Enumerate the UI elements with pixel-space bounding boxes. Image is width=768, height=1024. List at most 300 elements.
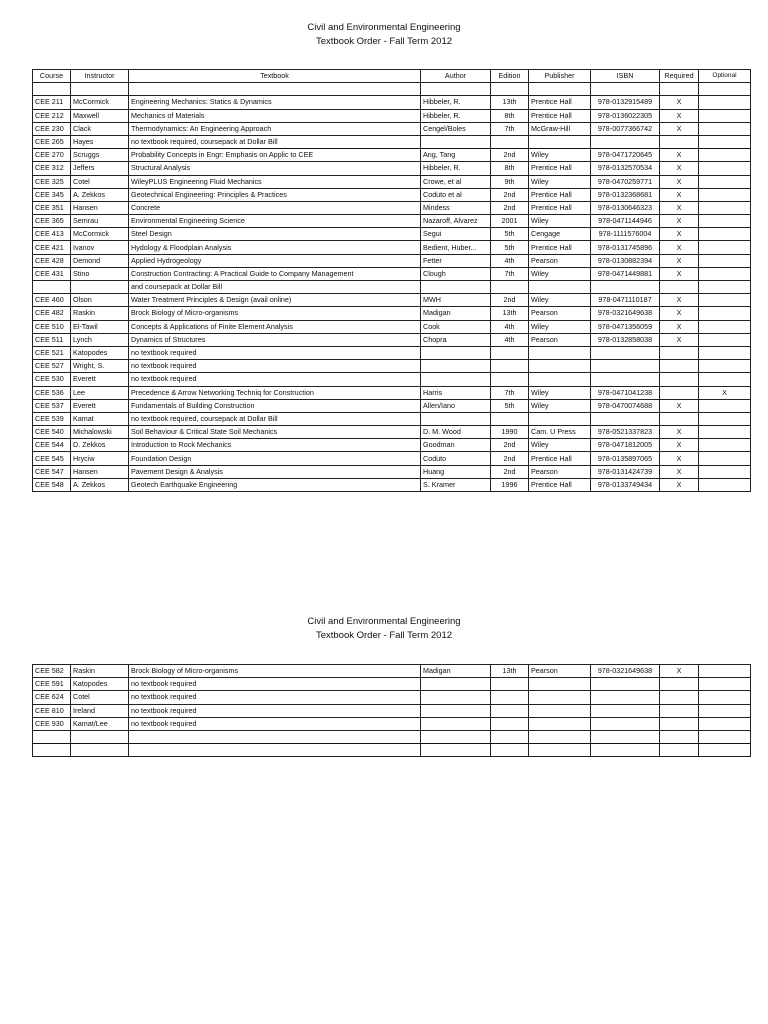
table-row <box>33 360 751 373</box>
table-row <box>33 691 751 704</box>
optional-cell <box>699 149 751 162</box>
isbn-cell: 978-0131424739 <box>591 465 660 478</box>
textbook-cell <box>129 730 421 743</box>
required-cell: X <box>660 294 699 307</box>
table-row <box>33 149 751 162</box>
author-cell <box>421 281 491 294</box>
table-row <box>33 333 751 346</box>
edition-cell: 5th <box>491 228 529 241</box>
required-cell: X <box>660 307 699 320</box>
author-cell: Bedient, Huber... <box>421 241 491 254</box>
isbn-cell: 978-0130646323 <box>591 201 660 214</box>
isbn-cell: 978-0132570534 <box>591 162 660 175</box>
edition-cell <box>491 730 529 743</box>
course-cell: CEE 312 <box>33 162 71 175</box>
isbn-cell <box>591 373 660 386</box>
isbn-cell: 978-0470074688 <box>591 399 660 412</box>
optional-cell <box>699 730 751 743</box>
isbn-cell: 978-0471144946 <box>591 215 660 228</box>
author-cell: Hibbeler, R. <box>421 162 491 175</box>
instructor-cell: Stino <box>71 267 129 280</box>
author-cell: Harris <box>421 386 491 399</box>
author-cell: Hibbeler, R. <box>421 96 491 109</box>
publisher-cell: Prentice Hall <box>529 162 591 175</box>
publisher-cell <box>529 744 591 757</box>
edition-cell: 2nd <box>491 201 529 214</box>
course-cell <box>33 83 71 96</box>
publisher-cell: Prentice Hall <box>529 201 591 214</box>
required-cell <box>660 704 699 717</box>
author-cell: Mindess <box>421 201 491 214</box>
isbn-cell: 978-0132368681 <box>591 188 660 201</box>
textbook-cell: no textbook required, coursepack at Dollar Bill <box>129 135 421 148</box>
instructor-cell: Katopodes <box>71 346 129 359</box>
author-cell: Madigan <box>421 307 491 320</box>
optional-cell <box>699 452 751 465</box>
isbn-cell <box>591 704 660 717</box>
publisher-cell: McGraw-Hill <box>529 122 591 135</box>
instructor-cell: D. Zekkos <box>71 439 129 452</box>
edition-cell <box>491 373 529 386</box>
instructor-cell: Katopodes <box>71 678 129 691</box>
table-row <box>33 188 751 201</box>
instructor-cell <box>71 83 129 96</box>
author-cell: Coduto et al <box>421 188 491 201</box>
author-cell: Ang, Tang <box>421 149 491 162</box>
edition-cell: 7th <box>491 386 529 399</box>
textbook-cell: Dynamics of Structures <box>129 333 421 346</box>
required-cell: X <box>660 228 699 241</box>
course-cell: CEE 460 <box>33 294 71 307</box>
instructor-cell <box>71 744 129 757</box>
author-cell <box>421 704 491 717</box>
publisher-cell: Cengage <box>529 228 591 241</box>
textbook-cell: no textbook required <box>129 678 421 691</box>
course-cell: CEE 413 <box>33 228 71 241</box>
course-cell: CEE 582 <box>33 665 71 678</box>
optional-cell <box>699 678 751 691</box>
table2-body <box>33 665 751 757</box>
textbook-cell: WileyPLUS Engineering Fluid Mechanics <box>129 175 421 188</box>
instructor-cell: Demond <box>71 254 129 267</box>
optional-cell <box>699 691 751 704</box>
course-cell: CEE 539 <box>33 412 71 425</box>
edition-cell: 1990 <box>491 426 529 439</box>
course-cell: CEE 521 <box>33 346 71 359</box>
isbn-cell <box>591 83 660 96</box>
isbn-cell <box>591 730 660 743</box>
instructor-cell: Hayes <box>71 135 129 148</box>
table-row <box>33 373 751 386</box>
table-row <box>33 704 751 717</box>
table-row <box>33 135 751 148</box>
instructor-cell: McCormick <box>71 228 129 241</box>
isbn-cell <box>591 678 660 691</box>
required-cell: X <box>660 149 699 162</box>
table-row <box>33 96 751 109</box>
optional-cell <box>699 254 751 267</box>
course-cell: CEE 536 <box>33 386 71 399</box>
page2-title <box>0 615 768 643</box>
optional-cell <box>699 412 751 425</box>
table-row <box>33 201 751 214</box>
course-cell: CEE 527 <box>33 360 71 373</box>
table-row <box>33 228 751 241</box>
course-cell: CEE 530 <box>33 373 71 386</box>
table-row <box>33 452 751 465</box>
required-cell <box>660 730 699 743</box>
required-cell: X <box>660 465 699 478</box>
instructor-cell: Michalowski <box>71 426 129 439</box>
table-row <box>33 254 751 267</box>
required-cell <box>660 83 699 96</box>
author-cell: Cook <box>421 320 491 333</box>
instructor-cell: Lynch <box>71 333 129 346</box>
textbook-cell: Mechanics of Materials <box>129 109 421 122</box>
author-cell: Clough <box>421 267 491 280</box>
isbn-cell: 978-0521337823 <box>591 426 660 439</box>
textbook-cell: Foundation Design <box>129 452 421 465</box>
textbook-cell: Geotechnical Engineering: Principles & Practices <box>129 188 421 201</box>
textbook-cell: no textbook required <box>129 346 421 359</box>
author-cell <box>421 346 491 359</box>
publisher-cell: Pearson <box>529 665 591 678</box>
table-row <box>33 109 751 122</box>
textbook-cell: no textbook required <box>129 704 421 717</box>
course-cell: CEE 930 <box>33 717 71 730</box>
page2-title-line2: Textbook Order - Fall Term 2012 <box>315 630 453 641</box>
header-edition: Edition <box>491 70 529 83</box>
isbn-cell <box>591 412 660 425</box>
required-cell: X <box>660 175 699 188</box>
edition-cell: 2nd <box>491 439 529 452</box>
required-cell: X <box>660 109 699 122</box>
publisher-cell: Wiley <box>529 267 591 280</box>
textbook-cell: Steel Design <box>129 228 421 241</box>
isbn-cell <box>591 691 660 704</box>
required-cell <box>660 678 699 691</box>
textbook-cell: Engineering Mechanics: Statics & Dynamics <box>129 96 421 109</box>
edition-cell: 2nd <box>491 149 529 162</box>
isbn-cell: 978-0135897065 <box>591 452 660 465</box>
required-cell: X <box>660 254 699 267</box>
publisher-cell: Prentice Hall <box>529 109 591 122</box>
publisher-cell: Prentice Hall <box>529 241 591 254</box>
optional-cell <box>699 83 751 96</box>
edition-cell: 8th <box>491 162 529 175</box>
instructor-cell: A. Zekkos <box>71 478 129 491</box>
isbn-cell: 978-0130882394 <box>591 254 660 267</box>
isbn-cell: 978-0132915489 <box>591 96 660 109</box>
publisher-cell: Wiley <box>529 320 591 333</box>
isbn-cell: 978-0471356059 <box>591 320 660 333</box>
edition-cell: 4th <box>491 254 529 267</box>
textbook-cell: Probability Concepts in Engr: Emphasis on Applic to CEE <box>129 149 421 162</box>
publisher-cell: Wiley <box>529 439 591 452</box>
textbook-cell: Pavement Design & Analysis <box>129 465 421 478</box>
edition-cell: 9th <box>491 175 529 188</box>
isbn-cell <box>591 281 660 294</box>
textbook-cell <box>129 83 421 96</box>
instructor-cell: Ivanov <box>71 241 129 254</box>
author-cell: Crowe, et al <box>421 175 491 188</box>
required-cell <box>660 281 699 294</box>
optional-cell <box>699 109 751 122</box>
required-cell: X <box>660 478 699 491</box>
optional-cell: X <box>699 386 751 399</box>
required-cell <box>660 373 699 386</box>
optional-cell <box>699 307 751 320</box>
edition-cell: 13th <box>491 96 529 109</box>
optional-cell <box>699 439 751 452</box>
author-cell: D. M. Wood <box>421 426 491 439</box>
page1-title-line2: Textbook Order - Fall Term 2012 <box>315 36 453 47</box>
instructor-cell: Maxwell <box>71 109 129 122</box>
instructor-cell: A. Zekkos <box>71 188 129 201</box>
isbn-cell: 978-0131745896 <box>591 241 660 254</box>
course-cell: CEE 325 <box>33 175 71 188</box>
course-cell <box>33 730 71 743</box>
table-row <box>33 730 751 743</box>
page1-title-line1: Civil and Environmental Engineering <box>307 22 461 33</box>
edition-cell <box>491 691 529 704</box>
required-cell: X <box>660 241 699 254</box>
required-cell <box>660 386 699 399</box>
header-textbook: Textbook <box>129 70 421 83</box>
edition-cell <box>491 281 529 294</box>
optional-cell <box>699 215 751 228</box>
instructor-cell <box>71 281 129 294</box>
table-row <box>33 122 751 135</box>
instructor-cell: Kamat/Lee <box>71 717 129 730</box>
author-cell <box>421 83 491 96</box>
author-cell <box>421 373 491 386</box>
table-row <box>33 346 751 359</box>
publisher-cell: Pearson <box>529 465 591 478</box>
optional-cell <box>699 665 751 678</box>
textbook-table-2 <box>32 664 751 757</box>
textbook-cell: Concrete <box>129 201 421 214</box>
publisher-cell: Prentice Hall <box>529 478 591 491</box>
course-cell: CEE 547 <box>33 465 71 478</box>
required-cell <box>660 744 699 757</box>
edition-cell <box>491 717 529 730</box>
textbook-cell: Construction Contracting: A Practical Guide to Company Management <box>129 267 421 280</box>
table-row <box>33 665 751 678</box>
publisher-cell <box>529 83 591 96</box>
table-row <box>33 399 751 412</box>
isbn-cell: 978-0471041238 <box>591 386 660 399</box>
author-cell <box>421 717 491 730</box>
publisher-cell <box>529 717 591 730</box>
isbn-cell: 978-0077366742 <box>591 122 660 135</box>
isbn-cell: 978-0136022305 <box>591 109 660 122</box>
instructor-cell: Wright, S. <box>71 360 129 373</box>
required-cell: X <box>660 215 699 228</box>
instructor-cell: Ireland <box>71 704 129 717</box>
textbook-cell: Concepts & Applications of Finite Element Analysis <box>129 320 421 333</box>
publisher-cell: Pearson <box>529 254 591 267</box>
instructor-cell <box>71 730 129 743</box>
instructor-cell: Clack <box>71 122 129 135</box>
instructor-cell: Semrau <box>71 215 129 228</box>
table-row <box>33 412 751 425</box>
publisher-cell: Wiley <box>529 294 591 307</box>
table-row <box>33 386 751 399</box>
publisher-cell <box>529 412 591 425</box>
table-row <box>33 426 751 439</box>
header-instructor: Instructor <box>71 70 129 83</box>
optional-cell <box>699 346 751 359</box>
table-row <box>33 267 751 280</box>
required-cell: X <box>660 201 699 214</box>
course-cell: CEE 351 <box>33 201 71 214</box>
instructor-cell: Hansen <box>71 465 129 478</box>
author-cell: Nazaroff, Alvarez <box>421 215 491 228</box>
optional-cell <box>699 426 751 439</box>
required-cell: X <box>660 122 699 135</box>
edition-cell: 2nd <box>491 465 529 478</box>
required-cell: X <box>660 452 699 465</box>
author-cell <box>421 135 491 148</box>
edition-cell: 5th <box>491 399 529 412</box>
required-cell <box>660 135 699 148</box>
isbn-cell: 978-0321649638 <box>591 307 660 320</box>
edition-cell: 8th <box>491 109 529 122</box>
textbook-cell: no textbook required <box>129 373 421 386</box>
table-row <box>33 320 751 333</box>
course-cell: CEE 345 <box>33 188 71 201</box>
table-row <box>33 439 751 452</box>
course-cell: CEE 540 <box>33 426 71 439</box>
edition-cell: 7th <box>491 267 529 280</box>
author-cell: S. Kramer <box>421 478 491 491</box>
table-row <box>33 744 751 757</box>
publisher-cell <box>529 730 591 743</box>
edition-cell: 5th <box>491 241 529 254</box>
edition-cell: 2nd <box>491 188 529 201</box>
edition-cell: 7th <box>491 122 529 135</box>
optional-cell <box>699 96 751 109</box>
optional-cell <box>699 465 751 478</box>
required-cell <box>660 360 699 373</box>
optional-cell <box>699 122 751 135</box>
required-cell: X <box>660 426 699 439</box>
author-cell <box>421 691 491 704</box>
textbook-cell: no textbook required <box>129 360 421 373</box>
course-cell: CEE 511 <box>33 333 71 346</box>
textbook-cell <box>129 744 421 757</box>
edition-cell: 13th <box>491 665 529 678</box>
required-cell <box>660 412 699 425</box>
course-cell: CEE 548 <box>33 478 71 491</box>
optional-cell <box>699 228 751 241</box>
isbn-cell: 978-0471720645 <box>591 149 660 162</box>
table-row <box>33 241 751 254</box>
required-cell: X <box>660 333 699 346</box>
publisher-cell: Wiley <box>529 149 591 162</box>
edition-cell <box>491 346 529 359</box>
publisher-cell: Cam. U Press <box>529 426 591 439</box>
instructor-cell: Hansen <box>71 201 129 214</box>
textbook-cell: Thermodynamics: An Engineering Approach <box>129 122 421 135</box>
author-cell <box>421 730 491 743</box>
course-cell: CEE 544 <box>33 439 71 452</box>
optional-cell <box>699 704 751 717</box>
textbook-cell: Soil Behaviour & Critical State Soil Mechanics <box>129 426 421 439</box>
instructor-cell: Cotel <box>71 691 129 704</box>
course-cell: CEE 545 <box>33 452 71 465</box>
isbn-cell <box>591 135 660 148</box>
table-row <box>33 478 751 491</box>
header-course: Course <box>33 70 71 83</box>
author-cell: Hibbeler, R. <box>421 109 491 122</box>
course-cell: CEE 421 <box>33 241 71 254</box>
edition-cell: 2nd <box>491 294 529 307</box>
instructor-cell: Kamat <box>71 412 129 425</box>
textbook-cell: Hydology & Floodplain Analysis <box>129 241 421 254</box>
author-cell <box>421 744 491 757</box>
publisher-cell: Wiley <box>529 386 591 399</box>
optional-cell <box>699 373 751 386</box>
edition-cell <box>491 412 529 425</box>
publisher-cell <box>529 346 591 359</box>
header-isbn: ISBN <box>591 70 660 83</box>
instructor-cell: Raskin <box>71 307 129 320</box>
publisher-cell: Prentice Hall <box>529 452 591 465</box>
publisher-cell <box>529 691 591 704</box>
optional-cell <box>699 135 751 148</box>
instructor-cell: Everett <box>71 373 129 386</box>
required-cell <box>660 346 699 359</box>
table-row <box>33 281 751 294</box>
edition-cell <box>491 744 529 757</box>
publisher-cell <box>529 704 591 717</box>
author-cell: Cengel/Boles <box>421 122 491 135</box>
table-row <box>33 465 751 478</box>
publisher-cell: Wiley <box>529 175 591 188</box>
optional-cell <box>699 744 751 757</box>
optional-cell <box>699 399 751 412</box>
edition-cell <box>491 135 529 148</box>
table-row <box>33 83 751 96</box>
course-cell: CEE 270 <box>33 149 71 162</box>
page2-title-line1: Civil and Environmental Engineering <box>307 616 461 627</box>
header-row <box>33 70 751 83</box>
instructor-cell: McCormick <box>71 96 129 109</box>
required-cell: X <box>660 399 699 412</box>
textbook-cell: no textbook required <box>129 717 421 730</box>
isbn-cell: 978-1111576004 <box>591 228 660 241</box>
instructor-cell: El-Tawil <box>71 320 129 333</box>
textbook-cell: no textbook required, coursepack at Dollar Bill <box>129 412 421 425</box>
course-cell: CEE 624 <box>33 691 71 704</box>
required-cell: X <box>660 665 699 678</box>
header-author: Author <box>421 70 491 83</box>
publisher-cell: Prentice Hall <box>529 96 591 109</box>
isbn-cell: 978-0471110187 <box>591 294 660 307</box>
optional-cell <box>699 175 751 188</box>
optional-cell <box>699 188 751 201</box>
required-cell <box>660 691 699 704</box>
optional-cell <box>699 162 751 175</box>
isbn-cell: 978-0132858038 <box>591 333 660 346</box>
author-cell: Coduto <box>421 452 491 465</box>
edition-cell: 2001 <box>491 215 529 228</box>
course-cell: CEE 591 <box>33 678 71 691</box>
isbn-cell: 978-0133749434 <box>591 478 660 491</box>
required-cell <box>660 717 699 730</box>
